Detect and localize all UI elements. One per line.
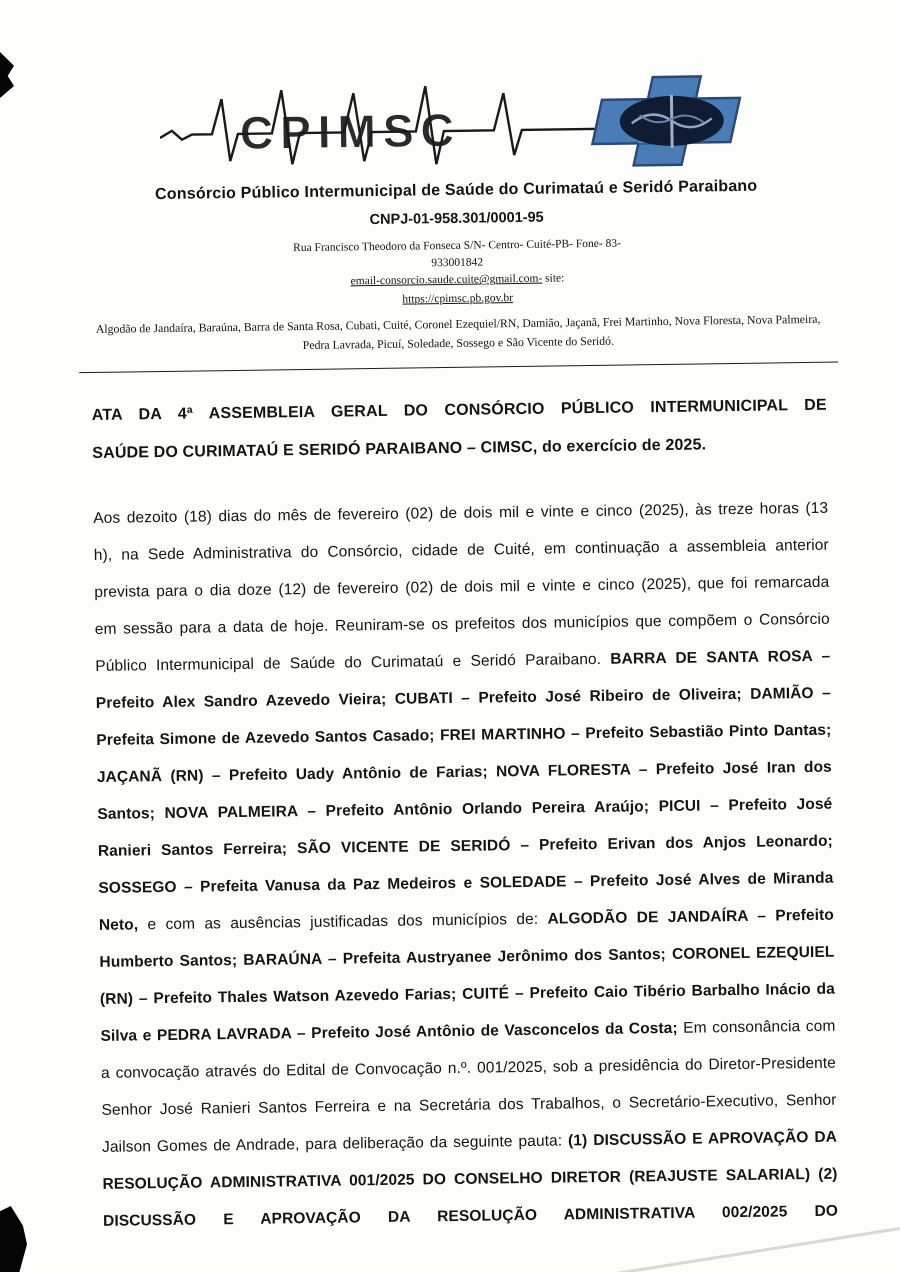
cnpj-line: CNPJ-01-958.301/0001-95 [369, 209, 544, 229]
header-divider [79, 361, 838, 373]
document-title-line-1: ATA DA 4ª ASSEMBLEIA GERAL DO CONSÓRCIO PÚBLICO INTERMUNICIPAL DE [91, 396, 827, 424]
body-segment-bold: (1) DISCUSSÃO E APROVAÇÃO DA RESOLUÇÃO ADMINISTRATIVA 001/2025 DO CONSELHO DIRETOR (REAJUSTE SALARIAL) (2) DISCUSSÃO E APROVAÇÃO DA RESOLUÇÃO ADMINISTRATIVA 002/2025 DO [102, 1128, 839, 1230]
org-name: Consórcio Público Intermunicipal de Saúde do Curimataú e Seridó Paraibano [154, 177, 758, 204]
email-suffix: site: [542, 272, 565, 286]
body-segment-bold: ALGODÃO DE JANDAÍRA – Prefeito Humberto Santos; BARAÚNA – Prefeita Austryanee Jerônimo dos Santos; CORONEL EZEQUIEL (RN) – Prefeito Thales Watson Azevedo Farias; CUITÉ – Prefeito Caio Tibério Barbalho Inácio da Silva e PEDRA LAVRADA – Prefeito José Antônio de Vasconcelos da Costa; [99, 906, 836, 1045]
body-segment: e com as ausências justificadas dos municípios de: [138, 910, 548, 934]
email-link[interactable]: email-consorcio.saude.cuite@gmail.com- [350, 273, 543, 288]
medical-cross-icon [581, 74, 762, 169]
cpimsc-ekg-logo [159, 74, 610, 176]
body-paragraph [93, 490, 838, 1240]
body-segment-bold: BARRA DE SANTA ROSA – Prefeito Alex Sandro Azevedo Vieira; CUBATI – Prefeito José Ribeiro de Oliveira; DAMIÃO – Prefeita Simone de Azevedo Santos Casado; FREI MARTINHO – Prefeito Sebastião Pinto Dantas; JAÇANÃ (RN) – Prefeito Uady Antônio de Farias; NOVA FLORESTA – Prefeito José Iran dos Santos; NOVA PALMEIRA – Prefeito Antônio Orlando Pereira Araújo; PICUI – Prefeito José Ranieri Santos Ferreira; SÃO VICENTE DE SERIDÓ – Prefeito Erivan dos Anjos Leonardo; SOSSEGO – Prefeita Vanusa da Paz Medeiros e SOLEDADE – Prefeito José Alves de Miranda Neto, [95, 647, 834, 934]
address-line-2: 933001842 [431, 256, 484, 269]
body-segment: Aos dezoito (18) dias do mês de fevereiro (02) de dois mil e vinte e cinco (2025), às treze horas (13 h), na Sede Administrativa do Consórcio, cidade de Cuité, em continuação a assembleia anterior prevista para o dia doze (12) de fevereiro (02) de dois mil e vinte e cinco (2025), que foi remarcada em sessão para a data de hoje. Reuniram-se os prefeitos dos municípios que compõem o Consórcio Público Intermunicipal de Saúde do Curimataú e Seridó Paraibano. [93, 499, 830, 675]
address-line-1: Rua Francisco Theodoro da Fonseca S/N- Centro- Cuité-PB- Fone- 83- [293, 237, 621, 255]
document-title-line-2: SAÚDE DO CURIMATAÚ E SERIDÓ PARAIBANO – CIMSC, do exercício de 2025. [92, 436, 707, 462]
body-segment: Em consonância com a convocação através do Edital de Convocação n.º. 001/2025, sob a presidência do Diretor-Presidente Senhor José Ranieri Santos Ferreira e na Secretária dos Trabalhos, o Secretário-Executivo, Senhor Jailson Gomes de Andrade, para deliberação da seguinte pauta: [100, 1017, 837, 1156]
letterhead-logo [97, 71, 823, 177]
document-title [92, 387, 828, 473]
cpimsc-logo-text: CPIMSC [239, 103, 461, 159]
site-link[interactable]: https://cpimsc.pb.gov.br [402, 292, 514, 306]
municipalities-list: Algodão de Jandaíra, Baraúna, Barra de Santa Rosa, Cubati, Cuité, Coronel Ezequiel/RN, Damião, Jaçanã, Frei Martinho, Nova Floresta, Nova Palmeira, Pedra Lavrada, Picuí, Soledade, Sossego e São Vicente do Seridó. [95, 312, 821, 352]
